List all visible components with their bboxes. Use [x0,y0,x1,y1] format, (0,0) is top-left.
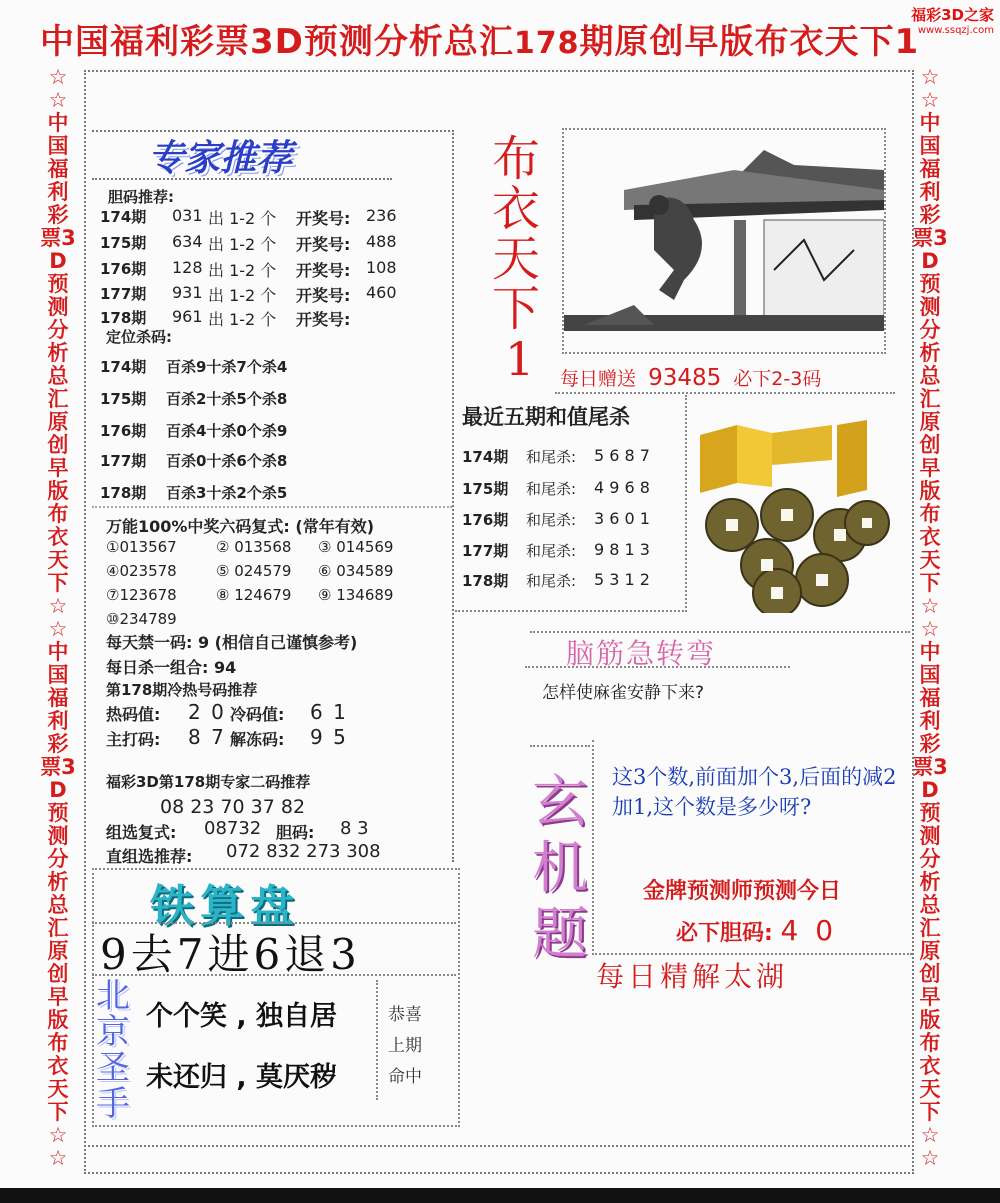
kill-row-issue: 176期 [100,422,147,440]
dan-row-text: 出 1-2 个 [208,310,277,329]
six-code-item: ⑦123678 [106,586,177,604]
dan-row-code: 931 [172,283,203,302]
thaw-label: 解冻码: [230,730,285,749]
two-code-codes: 08 23 70 37 82 [160,796,306,818]
bottom-divider [84,1145,910,1147]
tail-row-issue: 174期 [462,448,509,466]
hotcold-title: 第178期冷热号码推荐 [106,681,258,699]
riddle-divider [525,666,790,668]
six-code-item: ③ 014569 [318,538,394,556]
group-label: 组选复式: [106,823,177,842]
cold-label: 冷码值: [230,705,285,724]
riddle-heading: 脑筋急转弯 [566,637,717,670]
gold-value: 4 0 [780,914,838,947]
six-code-item: ⑩234789 [106,610,177,628]
xuanji-text: 这3个数,前面加个3,后面的减2加1,这个数是多少呀? [612,765,897,819]
kill-row-issue: 177期 [100,452,147,470]
dan-row-text: 出 1-2 个 [208,209,277,228]
main-label: 主打码: [106,730,161,749]
dan-row-issue: 178期 [100,309,147,327]
dan-row-label: 开奖号: [296,209,351,228]
taihu-text: 每日精解太湖 [596,960,789,993]
tail-row-value: 5 3 1 2 [594,570,650,589]
kill-row-text: 百杀0十杀6个杀8 [166,452,288,470]
tail-row-issue: 178期 [462,572,509,590]
kill-row-issue: 175期 [100,390,147,408]
kill-row-text: 百杀2十杀5个杀8 [166,390,288,408]
tail-row-issue: 175期 [462,480,509,498]
kill-row-text: 百杀9十杀7个杀4 [166,358,288,376]
site-logo[interactable] [911,4,994,36]
dan-title: 胆码推荐: [108,188,174,206]
six-code-item: ⑨ 134689 [318,586,394,604]
tail-heading: 最近五期和值尾杀 [462,404,630,429]
tail-row-issue: 177期 [462,542,509,560]
dan-row-result: 488 [366,232,397,251]
six-code-item: ①013567 [106,538,177,556]
ban-code: 每天禁一码: 9 (相信自己谨慎参考) [106,633,358,652]
tail-row-label: 和尾杀: [526,511,577,529]
logo-url: www.ssqzj.com [917,25,994,36]
tail-row-issue: 176期 [462,511,509,529]
illustration-frame [562,128,886,354]
kill-row-text: 百杀4十杀0个杀9 [166,422,288,440]
dan-row-text: 出 1-2 个 [208,235,277,254]
dan-row-label: 开奖号: [296,261,351,280]
dan-row-issue: 175期 [100,234,147,252]
gold-label: 必下胆码: [676,921,773,946]
dan-value: 8 3 [340,818,369,839]
xuanji-divider [530,745,590,753]
tail-row-value: 9 8 1 3 [594,540,650,559]
cold-value: 6 1 [310,700,348,724]
hot-value: 2 0 [188,700,226,724]
dan-row-label: 开奖号: [296,310,351,329]
kill-row-issue: 178期 [100,484,147,502]
formula-divider [92,974,456,976]
dan-row-label: 开奖号: [296,286,351,305]
dan-row-code: 031 [172,206,203,225]
expert-heading-divider [92,178,392,180]
poem-note-divider [376,980,378,1100]
gift-line [560,364,821,391]
dan-row-text: 出 1-2 个 [208,261,277,280]
dan-label: 胆码: [276,823,315,842]
gold-coins-image [692,405,892,613]
bottom-bar [0,1188,1000,1203]
group-value: 08732 [204,818,262,839]
dan-row-result: 236 [366,206,397,225]
poem-line-2: 未还归 , 莫厌秽 [146,1062,338,1093]
six-code-title: 万能100%中奖六码复式: (常年有效) [106,517,375,536]
note-line-3: 命中 [388,1067,422,1087]
direct-label: 直组选推荐: [106,847,193,866]
title-prefix: 中国福利彩票3D预测分析总汇 [40,22,514,62]
tail-row-value: 5 6 8 7 [594,446,650,465]
note-line-2: 上期 [388,1036,422,1056]
six-code-item: ② 013568 [216,538,292,556]
thaw-value: 9 5 [310,725,348,749]
dan-row-issue: 177期 [100,285,147,303]
tail-row-label: 和尾杀: [526,542,577,560]
six-code-item: ⑥ 034589 [318,562,394,580]
tail-row-label: 和尾杀: [526,448,577,466]
poem-line-1: 个个笑 , 独自居 [146,1001,338,1032]
gold-line-1: 金牌预测师预测今日 [643,879,842,904]
buyi-vertical: 布衣天下 [491,131,540,337]
gift-suffix: 必下2-3码 [733,368,822,390]
riddle-question: 怎样使麻雀安静下来? [542,683,705,703]
dan-row-issue: 174期 [100,208,147,226]
kill-row-issue: 174期 [100,358,147,376]
kill-title: 定位杀码: [106,328,172,346]
tail-row-value: 3 6 0 1 [594,509,650,528]
main-value: 8 7 [188,725,226,749]
tail-row-label: 和尾杀: [526,480,577,498]
kill-combo: 每日杀一组合: 94 [106,658,237,677]
dan-row-code: 634 [172,232,203,251]
dan-row-label: 开奖号: [296,235,351,254]
page-title [40,14,920,63]
gift-label: 每日赠送 [560,368,637,390]
xuanji-vertical: 玄机题 [532,770,588,967]
kill-divider [92,506,452,508]
dan-row-result: 108 [366,258,397,277]
direct-value: 072 832 273 308 [226,841,381,862]
six-code-item: ⑧ 124679 [216,586,292,604]
tiesuanpan-heading: 铁算盘 [150,881,300,932]
dan-row-issue: 176期 [100,260,147,278]
title-suffix: 期原创早版布衣天下1 [579,22,920,62]
dan-row-code: 961 [172,307,203,326]
gift-divider [555,392,895,394]
dan-row-text: 出 1-2 个 [208,286,277,305]
tiesuanpan-vertical: 北京圣手 [96,976,130,1124]
right-side-banner: ☆☆中国福利彩票3D预测分析总汇原创早版布衣天下☆☆中国福利彩票3D预测分析总汇原创早版布衣天下☆☆ [912,66,948,1170]
tail-row-label: 和尾杀: [526,572,577,590]
six-code-item: ④023578 [106,562,177,580]
gold-line-2 [676,914,837,947]
poem-note [388,1000,422,1093]
tiesuanpan-formula: 9去7进6退3 [100,930,361,979]
buyi-number: 1 [505,332,535,386]
kill-row-text: 百杀3十杀2个杀5 [166,484,288,502]
expert-heading: 专家推荐 [148,137,293,179]
house-illustration [564,130,884,352]
two-code-title: 福彩3D第178期专家二码推荐 [106,773,311,791]
logo-name: 福彩3D之家 [911,6,994,24]
tail-row-value: 4 9 6 8 [594,478,650,497]
dan-row-result: 460 [366,283,397,302]
hot-label: 热码值: [106,705,161,724]
left-side-banner: ☆☆中国福利彩票3D预测分析总汇原创早版布衣天下☆☆中国福利彩票3D预测分析总汇原创早版布衣天下☆☆ [40,66,76,1170]
gift-number: 93485 [648,365,722,391]
note-line-1: 恭喜 [388,1005,422,1025]
title-issue: 178 [513,26,580,61]
six-code-item: ⑤ 024579 [216,562,292,580]
dan-row-code: 128 [172,258,203,277]
